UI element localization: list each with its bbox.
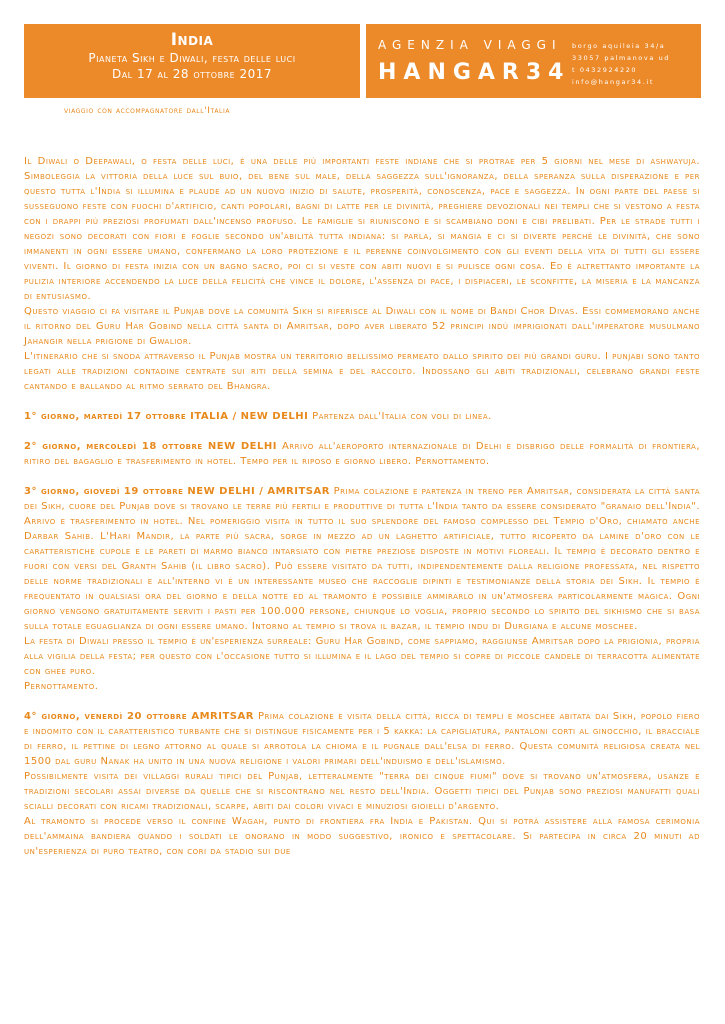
day-text: Partenza dall'Italia con voli di linea. [312,411,492,422]
agency-address [572,40,670,88]
day-paragraph: Al tramonto si procede verso il confine Wagah, punto di frontiera fra India e Pakistan. Qui si potrà assistere alla famosa cerimonia dell'ammaina bandiera quando i soldati le onorano in modo suggestivo, ironico e spettacolare. Si partecipa in circa 20 minuti ad un'esperienza di puro teatro, con cori da stadio sui due [24,816,700,857]
intro-paragraph: L'itinerario che si snoda attraverso il Punjab mostra un territorio bellissimo permeato dallo spirito dei più grandi guru. I punjabi sono tanto legati alle tradizioni contadine centrate sui riti della semina e del raccolto. Indossano gli abiti tradizionali, celebrano grandi feste cantando e ballando al ritmo serrato del Bhangra. [24,351,700,392]
email-link[interactable]: info@hangar34.it [572,78,654,86]
page-title: India [170,30,214,50]
day-paragraph: Pernottamento. [24,681,99,692]
day-text: Prima colazione e partenza in treno per Amritsar, considerata la città santa dei Sikh, cuore del Punjab dove si trovano le terre più fertili e produttive di tutta l'India tanto da essere considerato "granaio dell'India". Arrivo e trasferimento in hotel. Nel pomeriggio visita in tutto il suo splendore del famoso complesso del Tempio d'Oro, chiamato anche Darbar Sahib. L'Hari Mandir, la parte più sacra, sorge in mezzo ad un laghetto artificiale, tutto ricoperto da lamine d'oro con le caratteristiche cupole e le pareti di marmo bianco intarsiato con pietre preziose disposte in motivi floreali. Il tempio è decorato dentro e fuori con versi del Granth Sahib (il libro sacro). Può essere visitato da tutti, indipendentemente dalla religione professata, nel rispetto delle norme tradizionali e all'interno vi è un interessante museo che raccoglie dipinti e testimonianze della storia dei Sikh. Il tempio è frequentato in qualsiasi ora del giorno e della notte ed al tramonto è possibile ammirarlo in un'atmosfera particolarmente magica. Ogni giorno vengono gratuitamente serviti i pasti per 100.000 persone, chiunque lo voglia, proprio secondo lo spirito del sikhismo che si basa sulla totale eguaglianza di ogni essere umano. Intorno al tempio si trova il bazar, il tempio indu di Durgiana e alcune moschee. [24,486,700,632]
phone-line: t 0432924220 [572,66,638,74]
day-paragraph: Possibilmente visita dei villaggi rurali tipici del Punjab, letteralmente "terra dei cinque fiumi" dove si trovano un'atmosfera, usanze e tradizioni secolari assai diverse da quelle che si riscontrano nel resto dell'India. Oggetti tipici del Punjab sono preziosi manufatti quali scialli decorati con ricami tradizionali, scarpe, abiti dai colori vivaci e minuziosi gioielli d'argento. [24,771,700,812]
trip-dates: Dal 17 al 28 ottobre 2017 [111,67,273,81]
day-heading: 2° giorno, mercoledì 18 ottobre NEW DELHI [24,441,277,452]
day-text: Prima colazione e visita della città, ricca di templi e moschee abitata dai Sikh, popolo fiero e indomito con il caratteristico turbante che si distingue fisicamente per i 5 kakka: la capigliatura, pantaloni corti al ginocchio, il bracciale di ferro, il pettine di legno attorno al quale si arrotola la chioma e il pugnale dall'elsa di ferro. Questa comunità religiosa creata nel 1500 dal guru Nanak ha unito in una nuova religione i valori primari dell'induismo e dell'islamismo. [24,711,700,767]
trip-subnote: viaggio con accompagnatore dall'Italia [64,106,231,116]
day-text: Arrivo all'aeroporto internazionale di Delhi e disbrigo delle formalità di frontiera, ritiro del bagaglio e trasferimento in hotel. Tempo per il riposo e giorno libero. Pernottamento. [24,441,701,467]
address-line: borgo aquileia 34/a [572,42,666,50]
address-line: 33057 palmanova ud [572,54,671,62]
day-entry [24,439,700,469]
day-paragraph: La festa di Diwali presso il tempio è un'esperienza surreale: Guru Har Gobind, come sappiamo, raggiunse Amritsar dopo la prigionia, propria alla vigilia della festa; per questo con l'occasione tutto si illumina e il lago del tempio si copre di piccole candele di terracotta alimentate con ghee puro. [24,636,700,677]
agency-label: AGENZIA VIAGGI [378,38,562,52]
day-heading: 1° giorno, martedì 17 ottobre ITALIA / NEW DELHI [24,411,309,422]
intro-paragraph: Questo viaggio ci fa visitare il Punjab dove la comunità Sikh si riferisce al Diwali con il nome di Bandi Chor Divas. Essi commemorano anche il ritorno del Guru Har Gobind nella città santa di Amritsar, dopo aver liberato 52 principi indù imprigionati dall'imperatore musulmano Jahangir nella prigione di Gwalior. [24,306,700,347]
day-entry [24,484,700,634]
header-title-box [24,24,360,98]
agency-logo-name: HANGAR34 [378,60,571,85]
day-entry [24,709,700,769]
trip-subtitle: Pianeta Sikh e Diwali, festa delle luci [88,51,296,65]
day-heading: 4° giorno, venerdì 20 ottobre AMRITSAR [24,711,254,722]
day-heading: 3° giorno, giovedì 19 ottobre NEW DELHI / AMRITSAR [24,486,330,497]
agency-box [366,24,701,98]
itinerary-body [24,154,700,859]
intro-paragraph: Il Diwali o Deepawali, o festa delle luci, è una delle più importanti feste indiane che si protrae per 5 giorni nel mese di ashwayuja. Simboleggia la vittoria della luce sul buio, del bene sul male, della saggezza sull'ignoranza, della speranza sulla disperazione e per questo tutta l'India si illumina e plaude ad un nuovo inizio di salute, prosperità, conoscenza, pace e saggezza. In ogni parte del paese si susseguono feste con fuochi d'artificio, canti popolari, bagni di latte per le divinità, preghiere devozionali nei templi che si vestono a festa con i drappi più preziosi profumati dall'incenso profuso. Le famiglie si riuniscono e si scambiano doni e cibi prelibati. Per le strade tutti i negozi sono decorati con fiori e foglie secondo un'abilità tutta indiana: si parla, si mangia e ci si diverte perché le divinità, che sono immanenti in ogni essere umano, confermano la loro protezione e il perenne coinvolgimento con gli eventi della vita di tutti gli essere viventi. Il giorno di festa inizia con un bagno sacro, poi ci si veste con abiti nuovi e si pulisce ogni cosa. Ed è altrettanto importante la pulizia interiore accendendo la luce della felicità che vince il dolore, l'assenza di pace, i dispiaceri, le sconfitte, la miseria e la mancanza di entusiasmo. [24,156,700,302]
day-entry [24,409,700,424]
